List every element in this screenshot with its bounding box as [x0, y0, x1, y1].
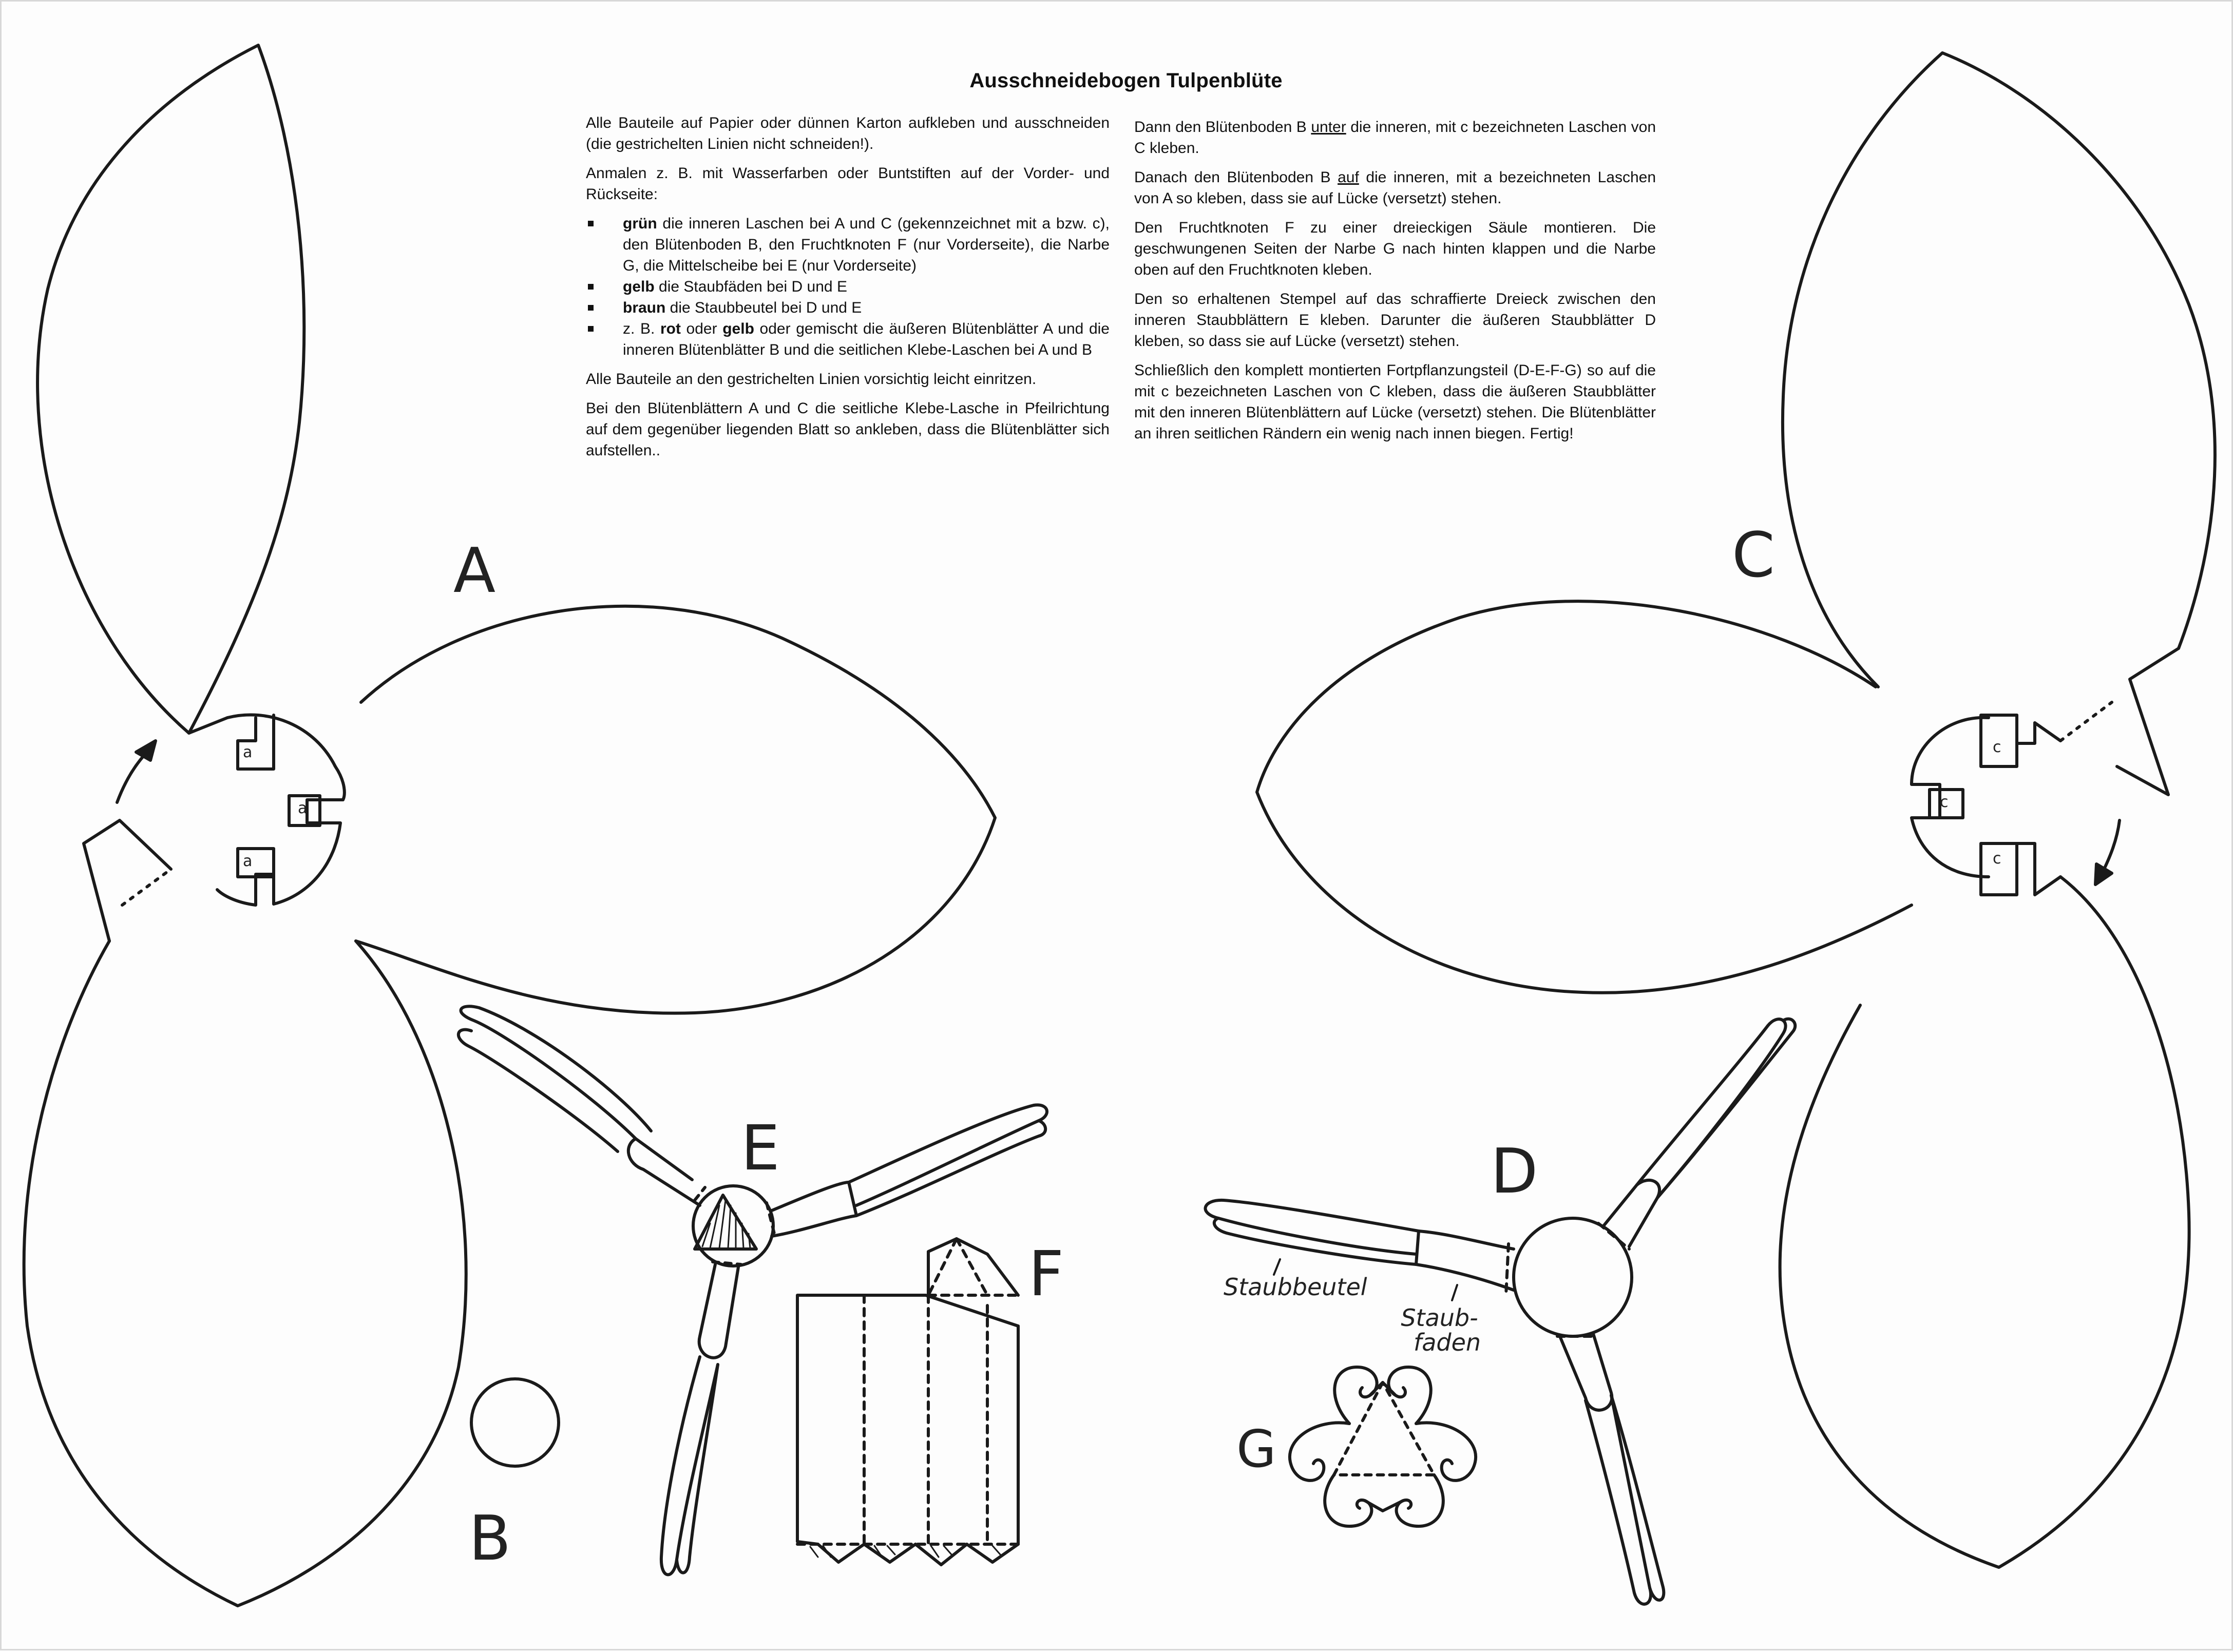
page-title: Ausschneidebogen Tulpenblüte [969, 69, 1283, 92]
annotation-staubfaden [1398, 1305, 1481, 1355]
part-g-triangle [1334, 1382, 1434, 1475]
instruction-paragraph: Dann den Blütenboden B unter die inneren, mit c bezeichneten Laschen von C kleben. [1134, 119, 1656, 157]
label-d: D [1491, 1136, 1538, 1207]
part-b-disc [471, 1379, 559, 1466]
part-e-anther-upper-left [461, 1006, 651, 1139]
part-f-fold-lines [797, 1239, 1018, 1544]
part-e-anther-lower [661, 1357, 718, 1574]
coloring-list [586, 213, 1110, 360]
instruction-paragraph: Den Fruchtknoten F zu einer dreieckigen Säule montieren. Die geschwungenen Seiten der Narbe G nach hinten klappen und die Narbe oben auf den Fruchtknoten kleben. [1134, 219, 1656, 278]
part-e-hatching [702, 1200, 750, 1248]
label-c: C [1732, 520, 1775, 591]
part-c-glue-tab-fold [2060, 702, 2112, 741]
part-a-petal-right [356, 606, 995, 1013]
part-c-hub-edge-top [2017, 715, 2035, 743]
annotation-staubbeutel: Staubbeutel [1224, 1273, 1367, 1301]
instruction-paragraph: Den so erhaltenen Stempel auf das schraffierte Dreieck zwischen den inneren Staubblättern E kleben. Darunter die äußeren Staubblätter D kleben, so dass sie auf Lücke (versetzt) stehen. [1134, 291, 1656, 350]
part-c-petal-left [1257, 601, 1912, 993]
list-item: grün die inneren Laschen bei A und C (gekennzeichnet mit a bzw. c), den Blütenboden B, den Fruchtknoten F (nur Vorderseite), die Narbe G, die Mittelscheibe bei E (nur Vorderseite) [586, 213, 1110, 276]
part-a-glue-tab-fold [122, 869, 171, 905]
part-d-fold-lines [1506, 1223, 1629, 1336]
part-d-arm-lower [1560, 1334, 1612, 1410]
part-c-arrow-icon [2102, 820, 2120, 874]
instructions-right-column [1134, 117, 1656, 452]
tab-label-a: a [298, 799, 308, 817]
part-d-arm-left [1416, 1231, 1514, 1290]
part-a-petal-top-outline [37, 45, 304, 733]
part-a-petal-bottom [24, 941, 466, 1606]
tab-label-a: a [243, 743, 253, 761]
instruction-paragraph: Anmalen z. B. mit Wasserfarben oder Buntstiften auf der Vorder- und Rückseite: [586, 165, 1110, 203]
part-d-pointer-staubbeutel [1274, 1259, 1280, 1275]
part-f-ovary-net [797, 1239, 1018, 1565]
part-a-arrow-head [136, 741, 156, 760]
part-c-petal-bottom [1780, 877, 2189, 1567]
part-c-arrow-head [2095, 864, 2112, 885]
cutout-drawing [2, 2, 2233, 1652]
label-e: E [741, 1113, 780, 1184]
part-e-anther-right [849, 1105, 1047, 1205]
part-d-anther-lower-b [1611, 1395, 1664, 1600]
part-a-petal-top [37, 45, 300, 733]
label-b: B [469, 1503, 511, 1574]
tab-label-c: c [1940, 793, 1949, 811]
tab-label-c: c [1993, 850, 2001, 868]
instruction-paragraph: Schließlich den komplett montierten Fortpflanzungsteil (D-E-F-G) so auf die mit c bezeichneten Laschen von C kleben, dass die äußeren Staubblätter mit den inneren Blütenblättern auf Lücke (versetzt) stehen. Die Blütenblätter an ihren seitlichen Rändern ein wenig nach innen biegen. Fertig! [1134, 362, 1656, 442]
instructions-left-column [586, 112, 1110, 469]
label-f: F [1028, 1239, 1064, 1310]
label-g: G [1236, 1419, 1276, 1479]
instruction-paragraph: Alle Bauteile auf Papier oder dünnen Karton aufkleben und ausschneiden (die gestrichelten Linien nicht schneiden!). [586, 114, 1110, 152]
part-g-scroll-top [1334, 1367, 1430, 1424]
list-item: braun die Staubbeutel bei D und E [586, 297, 1110, 318]
part-e-arm-right [772, 1182, 856, 1236]
part-f-outline [797, 1295, 1018, 1565]
part-e-anther-upper-left-b [459, 1030, 618, 1151]
list-item: z. B. rot oder gelb oder gemischt die äußeren Blütenblätter A und die inneren Blütenblätter B und die seitlichen Klebe-Laschen bei A und B [586, 318, 1110, 360]
part-c-glue-tab [2117, 648, 2179, 795]
part-c-line-to-hub [2035, 723, 2060, 741]
instruction-paragraph: Bei den Blütenblättern A und C die seitliche Klebe-Lasche in Pfeilrichtung auf dem gegenüber liegenden Blatt so ankleben, dass die Blütenblätter sich aufstellen.. [586, 400, 1110, 459]
label-a: A [453, 535, 496, 607]
part-e-arm-upper-left [628, 1139, 700, 1205]
part-e-anther-lower-b [677, 1365, 718, 1573]
part-c-hub-edge-bottom [2017, 843, 2060, 895]
part-g-stigma [1290, 1367, 1476, 1526]
instruction-paragraph: Alle Bauteile an den gestrichelten Linien vorsichtig leicht einritzen. [586, 371, 1037, 388]
list-item: gelb die Staubfäden bei D und E [586, 276, 1110, 297]
part-d-anther-upper-right [1637, 1019, 1786, 1198]
part-c-hub [1912, 718, 1989, 877]
part-c-petal-top [1783, 53, 2215, 687]
tab-label-c: c [1993, 738, 2001, 756]
part-d-pointer-staubfaden [1452, 1285, 1457, 1300]
annotation-staubfaden-line2: faden [1414, 1329, 1481, 1357]
annotation-staubfaden-line1: Staub- [1401, 1304, 1478, 1332]
part-d-stamens [1206, 1019, 1796, 1604]
part-e-stamens [459, 1006, 1047, 1574]
part-d-anther-left [1206, 1200, 1419, 1254]
tab-label-a: a [243, 852, 253, 870]
part-e-arm-lower [699, 1264, 738, 1358]
instruction-paragraph: Danach den Blütenboden B auf die inneren, mit a bezeichneten Laschen von A so kleben, dass sie auf Lücke (versetzt) stehen. [1134, 169, 1656, 207]
